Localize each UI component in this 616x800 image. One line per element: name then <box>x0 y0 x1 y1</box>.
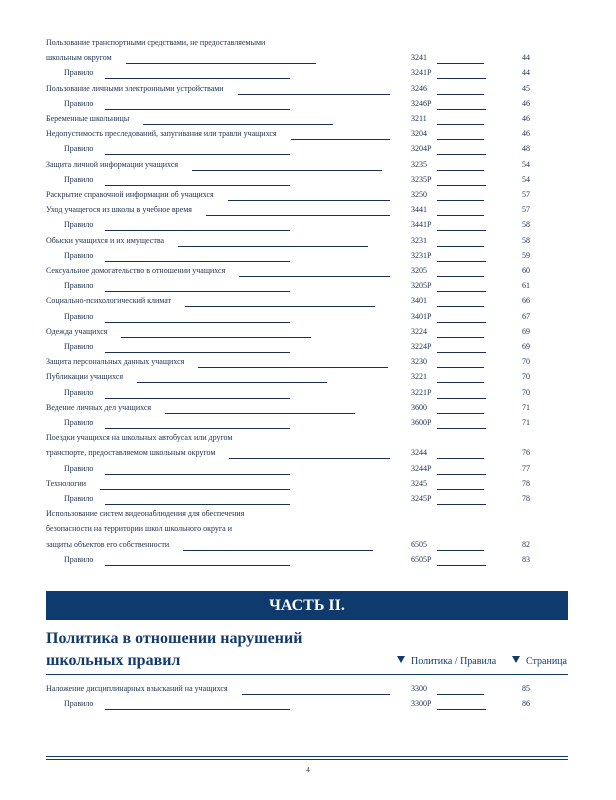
toc-entry-code: 3231 <box>411 235 427 245</box>
toc-entry-code-rule <box>437 291 486 292</box>
toc-entry-code: 3245 <box>411 478 427 488</box>
toc-entry-leader-rule <box>105 291 290 292</box>
column-header-page <box>512 655 567 669</box>
column-header-policy-label: Политика / Правила <box>411 656 497 667</box>
toc-entry-code-rule <box>437 367 484 368</box>
toc-entry-label-line: Использование систем видеонаблюдения для обеспечения <box>46 509 245 519</box>
toc-entry-row <box>0 158 616 172</box>
toc-entry-label: Правило <box>64 494 94 503</box>
toc-entry-page: 70 <box>522 387 530 397</box>
toc-entry-code-rule <box>437 170 484 171</box>
toc-entry-label: Правило <box>64 387 94 397</box>
toc-entry-label: Правило <box>64 463 94 473</box>
toc-entry-leader-rule <box>105 154 290 155</box>
toc-entry-leader-rule <box>137 382 327 383</box>
toc-subentry-row <box>0 310 616 324</box>
toc-entry-leader-rule <box>105 565 290 566</box>
toc-entry-code: 3211 <box>411 114 427 123</box>
toc-entry-page: 67 <box>522 311 530 321</box>
toc-entry-code: 6505 <box>411 539 427 549</box>
toc-entry-label: Правило <box>64 250 94 260</box>
toc-entry-code: 3250 <box>411 190 427 199</box>
toc-entry-code: 3241P <box>411 68 432 78</box>
toc-entry-code-rule <box>437 322 486 323</box>
toc-entry-code-rule <box>437 63 484 64</box>
toc-entry-code-rule <box>437 154 486 155</box>
toc-entry-code-rule <box>437 489 484 490</box>
toc-entry-label: транспорте, предоставляемом школьным округом <box>46 448 216 458</box>
toc-entry-code-rule <box>437 458 484 459</box>
toc-entry-code: 3244 <box>411 448 427 458</box>
toc-subentry-row <box>0 340 616 354</box>
toc-entry-code: 3221P <box>411 387 432 397</box>
toc-entry-code-rule <box>437 124 484 125</box>
toc-entry-label: Защита персональных данных учащихся <box>46 357 185 367</box>
toc-entry-code-rule <box>437 109 486 110</box>
toc-entry-code: 3205 <box>411 266 427 275</box>
toc-entry-leader-rule <box>105 398 290 399</box>
toc-entry-page: 45 <box>522 83 530 93</box>
toc-entry-code: 3231P <box>411 250 432 260</box>
toc-entry-label: Пользование личными электронными устройствами <box>46 83 224 93</box>
toc-entry-leader-rule <box>105 322 290 323</box>
toc-entry-row <box>0 325 616 339</box>
toc-entry-page: 60 <box>522 266 530 275</box>
toc-entry-page: 46 <box>522 98 530 108</box>
toc-entry-label: Сексуальное домогательство в отношении учащихся <box>46 266 226 275</box>
part-heading-band <box>46 591 568 620</box>
toc-entry-row <box>0 234 616 248</box>
toc-entry-page: 48 <box>522 144 530 154</box>
toc-entry-page: 78 <box>522 478 530 488</box>
toc-entry-page: 58 <box>522 235 530 245</box>
toc-entry-label: Обыски учащихся и их имущества <box>46 235 165 245</box>
section-title-line-2: школьных правил <box>46 652 181 669</box>
toc-entry-leader-rule <box>192 170 382 171</box>
section-title <box>46 628 302 672</box>
toc-entry-row <box>0 264 616 278</box>
toc-entry-code-rule <box>437 504 486 505</box>
toc-subentry-row <box>0 97 616 111</box>
toc-subentry-row <box>0 462 616 476</box>
toc-entry-code: 3600P <box>411 418 432 427</box>
toc-entry-code: 3246 <box>411 83 427 93</box>
toc-entry-label: Технологии <box>46 478 87 488</box>
toc-entry-code-rule <box>437 200 484 201</box>
toc-entry-page: 58 <box>522 220 530 230</box>
toc-entry-code: 3221 <box>411 372 427 382</box>
toc-entry-code-rule <box>437 694 484 695</box>
toc-entry-leader-rule <box>105 109 290 110</box>
toc-entry-code: 3244P <box>411 463 432 473</box>
toc-subentry-row <box>0 173 616 187</box>
toc-entry-page: 46 <box>522 114 530 123</box>
toc-entry-code-rule <box>437 565 486 566</box>
footer-rule-top <box>46 756 568 757</box>
toc-entry-leader-rule <box>105 504 290 505</box>
toc-entry-page: 44 <box>522 68 530 78</box>
toc-entry-code: 3246P <box>411 98 432 108</box>
toc-entry-code: 3205P <box>411 281 432 291</box>
toc-entry-label: Ведение личных дел учащихся <box>46 402 152 412</box>
toc-entry-code: 6505P <box>411 554 432 564</box>
toc-entry-page: 66 <box>522 296 530 306</box>
column-header-policy <box>397 655 496 669</box>
toc-entry-label: Публикации учащихся <box>46 372 123 382</box>
toc-entry-leader-rule <box>228 200 390 201</box>
toc-entry-label: Социально-психологический климат <box>46 296 172 306</box>
toc-entry-code-rule <box>437 352 486 353</box>
toc-entry-leader-rule <box>238 94 390 95</box>
toc-subentry-row <box>0 218 616 232</box>
toc-entry-leader-rule <box>183 550 373 551</box>
toc-entry-code-rule <box>437 276 484 277</box>
toc-entry-code: 3235P <box>411 174 432 184</box>
toc-entry-leader-rule <box>185 306 375 307</box>
section-title-line-1: Политика в отношении нарушений <box>46 630 303 647</box>
toc-subentry-row <box>0 697 616 711</box>
toc-entry-leader-rule <box>126 63 316 64</box>
toc-entry-row <box>0 82 616 96</box>
toc-entry-page: 46 <box>522 129 530 139</box>
toc-entry-code: 3300 <box>411 684 427 693</box>
toc-subentry-row <box>0 249 616 263</box>
toc-entry-code-rule <box>437 306 484 307</box>
toc-entry-leader-rule <box>105 185 290 186</box>
toc-entry-leader-rule <box>105 78 290 79</box>
toc-entry-page: 70 <box>522 357 530 367</box>
toc-entry-label: Правило <box>64 342 94 351</box>
toc-entry-code-rule <box>437 474 486 475</box>
toc-entry-label: Правило <box>64 144 94 154</box>
toc-entry-code-rule <box>437 398 486 399</box>
toc-entry-page: 83 <box>522 554 530 564</box>
column-header-page-label: Страница <box>526 656 567 667</box>
toc-entry-code-rule <box>437 382 484 383</box>
toc-entry-page: 59 <box>522 250 530 260</box>
toc-entry-page: 70 <box>522 372 530 382</box>
toc-entry-code: 3224P <box>411 342 432 351</box>
toc-entry-code-rule <box>437 94 484 95</box>
page-number: 4 <box>306 766 310 774</box>
toc-subentry-row <box>0 66 616 80</box>
triangle-down-icon <box>397 656 405 663</box>
toc-entry-label-line: Поездки учащихся на школьных автобусах или другом <box>46 433 233 443</box>
toc-entry-code-rule <box>437 709 486 710</box>
toc-entry-page: 44 <box>522 53 530 63</box>
toc-subentry-row <box>0 279 616 293</box>
toc-entry-row <box>0 401 616 415</box>
toc-entry-row <box>0 127 616 141</box>
toc-entry-page: 69 <box>522 326 530 336</box>
toc-entry-code-rule <box>437 185 486 186</box>
toc-entry-leader-rule <box>143 124 333 125</box>
toc-entry-page: 78 <box>522 494 530 503</box>
toc-entry-page: 54 <box>522 174 530 184</box>
toc-entry-label: Раскрытие справочной информации об учащихся <box>46 190 214 199</box>
footer-rule-bottom <box>46 759 568 760</box>
toc-entry-row <box>0 538 616 552</box>
toc-entry-code: 3224 <box>411 326 427 336</box>
toc-entry-row <box>0 294 616 308</box>
toc-entry-label: Правило <box>64 554 94 564</box>
toc-entry-code: 3401P <box>411 311 432 321</box>
toc-entry-leader-rule <box>239 276 390 277</box>
toc-entry-page: 54 <box>522 159 530 169</box>
toc-entry-label: Правило <box>64 68 94 78</box>
toc-entry-label-line: Пользование транспортными средствами, не предоставляемыми <box>46 38 266 47</box>
toc-entry-row <box>0 203 616 217</box>
toc-entry-row <box>0 51 616 65</box>
toc-entry-page: 85 <box>522 684 530 693</box>
toc-subentry-row <box>0 416 616 430</box>
toc-entry-row <box>0 112 616 126</box>
toc-entry-page: 71 <box>522 418 530 427</box>
toc-entry-label: Правило <box>64 174 94 184</box>
toc-entry-label: Одежда учащихся <box>46 326 108 336</box>
toc-entry-code: 3401 <box>411 296 427 306</box>
toc-entry-code: 3204P <box>411 144 432 154</box>
toc-entry-code-rule <box>437 78 486 79</box>
toc-entry-code: 3441 <box>411 205 427 215</box>
part-heading: ЧАСТЬ II. <box>269 597 345 614</box>
toc-entry-label: Правило <box>64 220 94 230</box>
toc-entry-code: 3204 <box>411 129 427 139</box>
toc-entry-label: школьным округом <box>46 53 112 63</box>
triangle-down-icon <box>512 656 520 663</box>
toc-entry-row <box>0 477 616 491</box>
toc-entry-leader-rule <box>229 458 390 459</box>
toc-entry-row <box>0 370 616 384</box>
toc-entry-code-rule <box>437 139 484 140</box>
toc-entry-code-rule <box>437 215 484 216</box>
toc-entry-label: Правило <box>64 281 94 291</box>
toc-entry-row <box>0 446 616 460</box>
toc-entry-code-rule <box>437 413 484 414</box>
toc-entry-label: Уход учащегося из школы в учебное время <box>46 205 192 215</box>
toc-entry-page: 57 <box>522 205 530 215</box>
toc-entry-code: 3300P <box>411 699 432 709</box>
toc-entry-label: Защита личной информации учащихся <box>46 159 179 169</box>
toc-entry-leader-rule <box>105 230 290 231</box>
toc-entry-leader-rule <box>105 428 290 429</box>
toc-entry-code: 3241 <box>411 53 427 63</box>
toc-entry-code: 3245P <box>411 494 432 503</box>
toc-entry-leader-rule <box>100 489 290 490</box>
toc-entry-code: 3230 <box>411 357 427 367</box>
toc-entry-leader-rule <box>105 352 290 353</box>
toc-entry-code-rule <box>437 246 484 247</box>
toc-entry-leader-rule <box>105 474 290 475</box>
toc-entry-label: Недопустимость преследований, запугивания или травли учащихся <box>46 129 277 139</box>
toc-entry-label: Беременные школьницы <box>46 114 130 123</box>
toc-entry-label: Наложение дисциплинарных взысканий на учащихся <box>46 684 228 693</box>
toc-entry-row <box>0 188 616 202</box>
toc-entry-label: Правило <box>64 699 94 709</box>
toc-entry-page: 57 <box>522 190 530 199</box>
toc-entry-row <box>0 682 616 696</box>
toc-entry-leader-rule <box>242 694 390 695</box>
toc-subentry-row <box>0 386 616 400</box>
toc-entry-code-rule <box>437 550 484 551</box>
toc-entry-page: 86 <box>522 699 530 709</box>
toc-entry-code-rule <box>437 337 484 338</box>
toc-entry-leader-rule <box>291 139 390 140</box>
toc-entry-code-rule <box>437 230 486 231</box>
toc-entry-page: 69 <box>522 342 530 351</box>
toc-entry-page: 77 <box>522 463 530 473</box>
toc-entry-leader-rule <box>198 367 388 368</box>
toc-entry-leader-rule <box>178 246 368 247</box>
toc-entry-leader-rule <box>105 709 290 710</box>
toc-entry-label: защиты объектов его собственности <box>46 539 170 549</box>
toc-entry-code-rule <box>437 261 486 262</box>
toc-entry-code: 3235 <box>411 159 427 169</box>
toc-entry-code-rule <box>437 428 486 429</box>
toc-entry-label-line: безопасности на территории школ школьного округа и <box>46 524 232 534</box>
toc-subentry-row <box>0 553 616 567</box>
toc-entry-code: 3441P <box>411 220 432 230</box>
toc-entry-code: 3600 <box>411 402 427 412</box>
section-title-rule <box>46 674 568 675</box>
toc-entry-label: Правило <box>64 418 94 427</box>
toc-entry-page: 61 <box>522 281 530 291</box>
toc-subentry-row <box>0 142 616 156</box>
toc-entry-label: Правило <box>64 98 94 108</box>
toc-entry-leader-rule <box>206 215 390 216</box>
toc-entry-page: 71 <box>522 402 530 412</box>
toc-subentry-row <box>0 492 616 506</box>
toc-entry-leader-rule <box>165 413 355 414</box>
toc-entry-leader-rule <box>121 337 311 338</box>
toc-entry-leader-rule <box>105 261 290 262</box>
toc-entry-label: Правило <box>64 311 94 321</box>
toc-entry-page: 76 <box>522 448 530 458</box>
toc-entry-row <box>0 355 616 369</box>
toc-entry-page: 82 <box>522 539 530 549</box>
